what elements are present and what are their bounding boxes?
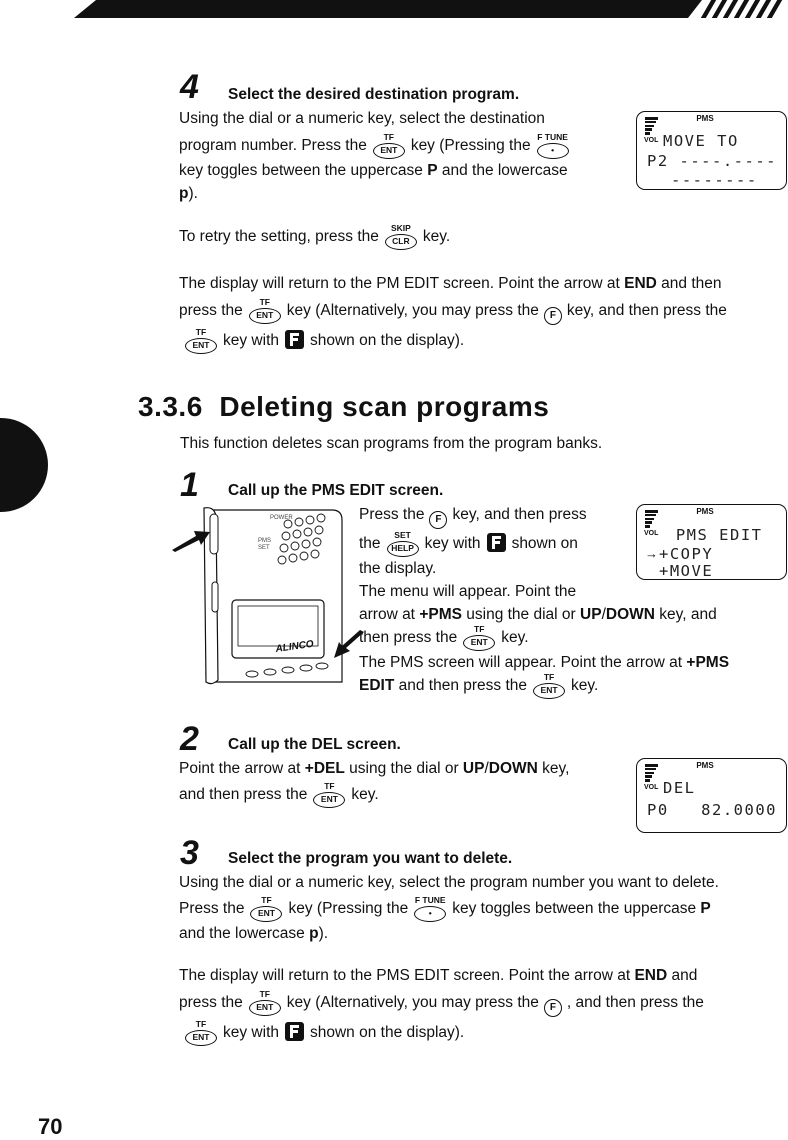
lcd-vol-label: VOL [644, 530, 659, 537]
step-3-return: The display will return to the PMS EDIT screen. Point the arrow at END and press the TF ENT key (Alternatively, you may press the F , and then press the TF ENT key with shown on the display). [179, 964, 784, 1046]
pointer-arrow-icon [332, 630, 366, 660]
ent-key: TF ENT [533, 683, 565, 699]
step-1-number: 1 [180, 466, 199, 504]
step-4-title: Select the desired destination program. [228, 86, 520, 103]
lcd-line-1: PMS EDIT [665, 526, 763, 544]
section-title: 3.3.6 Deleting scan programs [138, 391, 550, 422]
dot-key: F TUNE • [414, 906, 446, 922]
f-display-icon [487, 533, 506, 552]
volume-bars-icon [645, 764, 659, 783]
f-display-icon [285, 330, 304, 349]
lcd-move-to [636, 111, 787, 190]
f-key: F [429, 511, 447, 529]
ent-key: TF ENT [185, 338, 217, 354]
ent-key: TF ENT [249, 1000, 281, 1016]
ent-key: TF ENT [249, 308, 281, 324]
lcd-pms-indicator: PMS [696, 761, 714, 770]
f-key: F [544, 999, 562, 1017]
f-display-icon [285, 1022, 304, 1041]
step-3-number: 3 [180, 834, 199, 872]
radio-set-label: SET [258, 545, 270, 551]
section-intro: This function deletes scan programs from the program banks. [180, 435, 603, 452]
step-1-text: Press the F key, and then press the SET HELP key with shown on the display. The menu will appear. Point the arrow at +PMS using the dial or UP/DOWN key, and then press the TF ENT key. The PMS screen will appear. Point the arrow at +PMS EDIT and then press the TF ENT key. [359, 503, 779, 699]
step-1-title: Call up the PMS EDIT screen. [228, 482, 444, 499]
lcd-line-2: P2 ----.---- [647, 152, 777, 170]
ent-key: TF ENT [313, 792, 345, 808]
step-2-text: Point the arrow at +DEL using the dial or UP/DOWN key, and then press the TF ENT key. [179, 757, 619, 808]
step-4-number: 4 [180, 68, 199, 106]
lcd-vol-label: VOL [644, 784, 659, 791]
step-4-retry: To retry the setting, press the SKIP CLR key. [179, 225, 450, 250]
help-key: SET HELP [387, 541, 419, 557]
radio-brand-logo: ALINCO [274, 638, 315, 655]
volume-bars-icon [645, 510, 659, 529]
lcd-line-1: DEL [663, 779, 696, 797]
step-3-title: Select the program you want to delete. [228, 850, 513, 867]
ent-key: TF ENT [185, 1030, 217, 1046]
lcd-pms-edit [636, 504, 787, 580]
lcd-line-3: -------- [671, 171, 758, 189]
volume-bars-icon [645, 117, 659, 136]
lcd-line-2: P0 82.0000 [647, 801, 777, 819]
f-key: F [544, 307, 562, 325]
radio-power-label: POWER [270, 515, 293, 521]
lcd-line-3: +MOVE [659, 562, 714, 580]
ent-key: TF ENT [373, 143, 405, 159]
lcd-line-1: MOVE TO [663, 132, 739, 150]
step-2-number: 2 [180, 720, 199, 758]
ent-key: TF ENT [250, 906, 282, 922]
header-bar [74, 0, 702, 18]
cursor-arrow-icon: → [645, 546, 658, 561]
clr-key: SKIP CLR [385, 234, 417, 250]
step-4-text: Using the dial or a numeric key, select the destination program number. Press the TF ENT key (Pressing the F TUNE • key toggles between the uppercase P and the lowercase p). [179, 110, 568, 202]
step-3-text: Using the dial or a numeric key, select the program number you want to delete. Press the TF ENT key (Pressing the F TUNE • key toggles between the uppercase P and the lowercase p). [179, 874, 719, 942]
pointer-arrow-icon [170, 528, 212, 552]
radio-pms-label: PMS [258, 538, 272, 544]
step-4-return: The display will return to the PM EDIT screen. Point the arrow at END and then press the TF ENT key (Alternatively, you may press the F key, and then press the TF ENT key with shown on the display). [179, 272, 788, 354]
dot-key: F TUNE • [537, 143, 569, 159]
lcd-vol-label: VOL [644, 137, 659, 144]
chapter-tab [0, 418, 48, 512]
lcd-pms-indicator: PMS [696, 114, 714, 123]
lcd-pms-indicator: PMS [696, 507, 714, 516]
lcd-line-2: +COPY [659, 545, 714, 563]
step-2-title: Call up the DEL screen. [228, 736, 401, 753]
ent-key: TF ENT [463, 635, 495, 651]
lcd-del [636, 758, 787, 833]
page-number: 70 [38, 1114, 63, 1139]
